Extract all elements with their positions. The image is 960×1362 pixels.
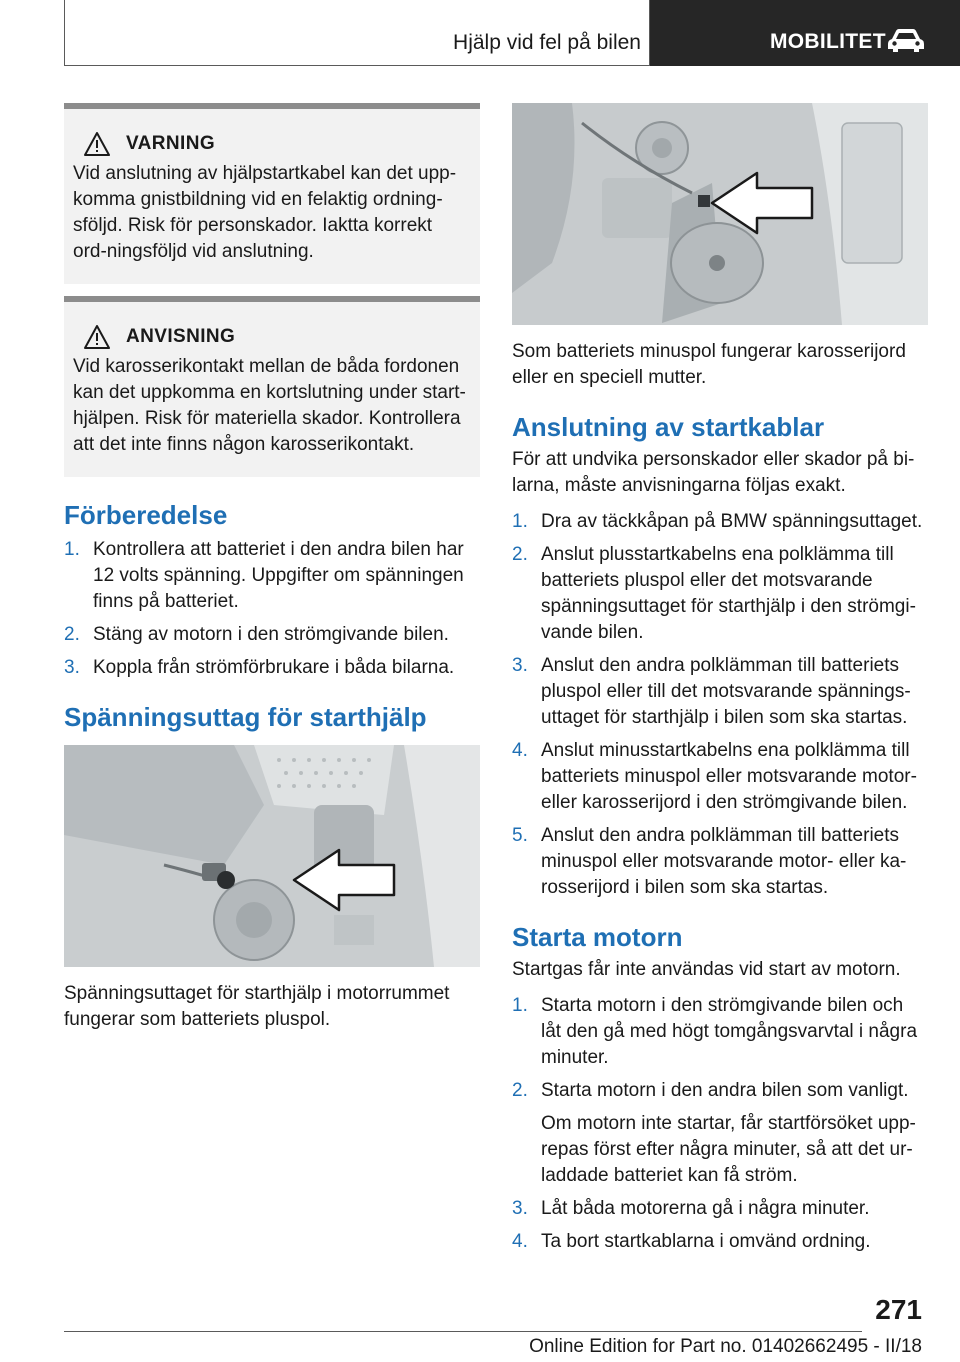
list-item bbox=[64, 537, 480, 615]
notice-box bbox=[64, 296, 480, 477]
header-section-box bbox=[64, 0, 650, 66]
list-item bbox=[512, 1196, 928, 1222]
step-number: 4. bbox=[512, 1231, 528, 1252]
notice-title-row bbox=[73, 322, 471, 352]
step-text: Anslut plusstartkabelns ena polklämma till batteriets pluspol eller det motsvarande spänningsuttaget för starthjälp i den strömgi-vande bilen. bbox=[541, 544, 916, 643]
footer-divider bbox=[64, 1331, 862, 1332]
step-number: 5. bbox=[512, 825, 528, 846]
heading-connect-cables: Anslutning av startkablar bbox=[512, 412, 825, 442]
header-section-title: Hjälp vid fel på bilen bbox=[453, 31, 641, 54]
step-number: 1. bbox=[512, 995, 528, 1016]
step-text: Ta bort startkablarna i omvänd ordning. bbox=[541, 1231, 871, 1252]
step-number: 3. bbox=[512, 655, 528, 676]
step-note: Om motorn inte startar, får startförsöket upp-repas först efter några minuter, så att det ur-laddade batteriet kan få ström. bbox=[541, 1113, 916, 1186]
warning-triangle-icon bbox=[84, 131, 110, 157]
step-text: Anslut minusstartkabelns ena polklämma till batteriets minuspol eller motsvarande motor-eller karosserijord i den strömgivande bilen. bbox=[541, 740, 917, 813]
step-number: 1. bbox=[512, 511, 528, 532]
list-item bbox=[512, 993, 928, 1071]
step-text: Anslut den andra polklämman till batteriets minuspol eller motsvarande motor- eller ka-rosserijord i bilen som ska startas. bbox=[541, 825, 907, 898]
step-text: Starta motorn i den andra bilen som vanligt. bbox=[541, 1080, 909, 1101]
step-text: Anslut den andra polklämman till batteriets pluspol eller till det motsvarande spännings-uttaget för starthjälp i bilen som ska startas. bbox=[541, 655, 911, 728]
step-number: 2. bbox=[512, 1080, 528, 1101]
start-steps bbox=[512, 993, 928, 1255]
step-text: Dra av täckkåpan på BMW spänningsuttaget. bbox=[541, 511, 923, 532]
header-chapter-tab bbox=[650, 0, 960, 66]
notice-text: Vid karosserikontakt mellan de båda fordonen kan det uppkomma en kortslutning under start-hjälpen. Risk för materiella skador. Kontrollera att det inte finns någon karosserikontakt. bbox=[73, 356, 466, 455]
ground-point-illustration bbox=[512, 103, 928, 325]
list-item bbox=[512, 1229, 928, 1255]
list-item bbox=[512, 542, 928, 646]
step-text: Låt båda motorerna gå i några minuter. bbox=[541, 1198, 870, 1219]
list-item bbox=[512, 1111, 928, 1189]
page-number: 271 bbox=[875, 1294, 922, 1325]
list-item bbox=[64, 655, 480, 681]
step-number: 4. bbox=[512, 740, 528, 761]
warning-triangle-icon bbox=[84, 324, 110, 350]
warning-title: VARNING bbox=[126, 133, 216, 154]
socket-caption: Spänningsuttaget för starthjälp i motorrummet fungerar som batteriets pluspol. bbox=[64, 983, 450, 1030]
step-number: 3. bbox=[512, 1198, 528, 1219]
header-chapter-title: MOBILITET bbox=[770, 30, 886, 53]
step-number: 2. bbox=[512, 544, 528, 565]
list-item bbox=[512, 1078, 928, 1104]
warning-text: Vid anslutning av hjälpstartkabel kan det upp-komma gnistbildning vid en felaktig ordning-sföljd. Risk för personskador. Iaktta korrekt ord-ningsföljd vid anslutning. bbox=[73, 163, 457, 262]
notice-title: ANVISNING bbox=[126, 326, 236, 347]
heading-start-engine: Starta motorn bbox=[512, 922, 683, 952]
heading-preparation: Förberedelse bbox=[64, 500, 228, 530]
warning-title-row bbox=[73, 129, 471, 159]
list-item bbox=[512, 823, 928, 901]
step-number: 2. bbox=[64, 624, 80, 645]
list-item bbox=[512, 509, 928, 535]
step-number: 3. bbox=[64, 657, 80, 678]
step-number: 1. bbox=[64, 539, 80, 560]
ground-caption: Som batteriets minuspol fungerar karosserijord eller en speciell mutter. bbox=[512, 341, 906, 388]
ground-point-photo bbox=[512, 103, 928, 325]
engine-socket-illustration bbox=[64, 745, 480, 967]
engine-socket-photo bbox=[64, 745, 480, 967]
list-item bbox=[64, 622, 480, 648]
connect-steps bbox=[512, 509, 928, 901]
step-text: Stäng av motorn i den strömgivande bilen. bbox=[93, 624, 449, 645]
step-text: Starta motorn i den strömgivande bilen och låt den gå med högt tomgångsvarvtal i några minuter. bbox=[541, 995, 918, 1068]
car-icon bbox=[886, 28, 926, 54]
right-column bbox=[512, 103, 928, 1262]
step-text: Kontrollera att batteriet i den andra bilen har 12 volts spänning. Uppgifter om spänningen finns på batteriet. bbox=[93, 539, 464, 612]
heading-socket: Spänningsuttag för starthjälp bbox=[64, 702, 427, 732]
start-intro: Startgas får inte användas vid start av motorn. bbox=[512, 959, 901, 980]
footer-edition: Online Edition for Part no. 01402662495 - II/18 bbox=[529, 1336, 922, 1357]
connect-intro: För att undvika personskador eller skador på bi-larna, måste anvisningarna följas exakt. bbox=[512, 449, 915, 496]
preparation-steps bbox=[64, 537, 480, 681]
step-text: Koppla från strömförbrukare i båda bilarna. bbox=[93, 657, 455, 678]
left-column bbox=[64, 103, 480, 1033]
warning-box bbox=[64, 103, 480, 284]
list-item bbox=[512, 653, 928, 731]
list-item bbox=[512, 738, 928, 816]
